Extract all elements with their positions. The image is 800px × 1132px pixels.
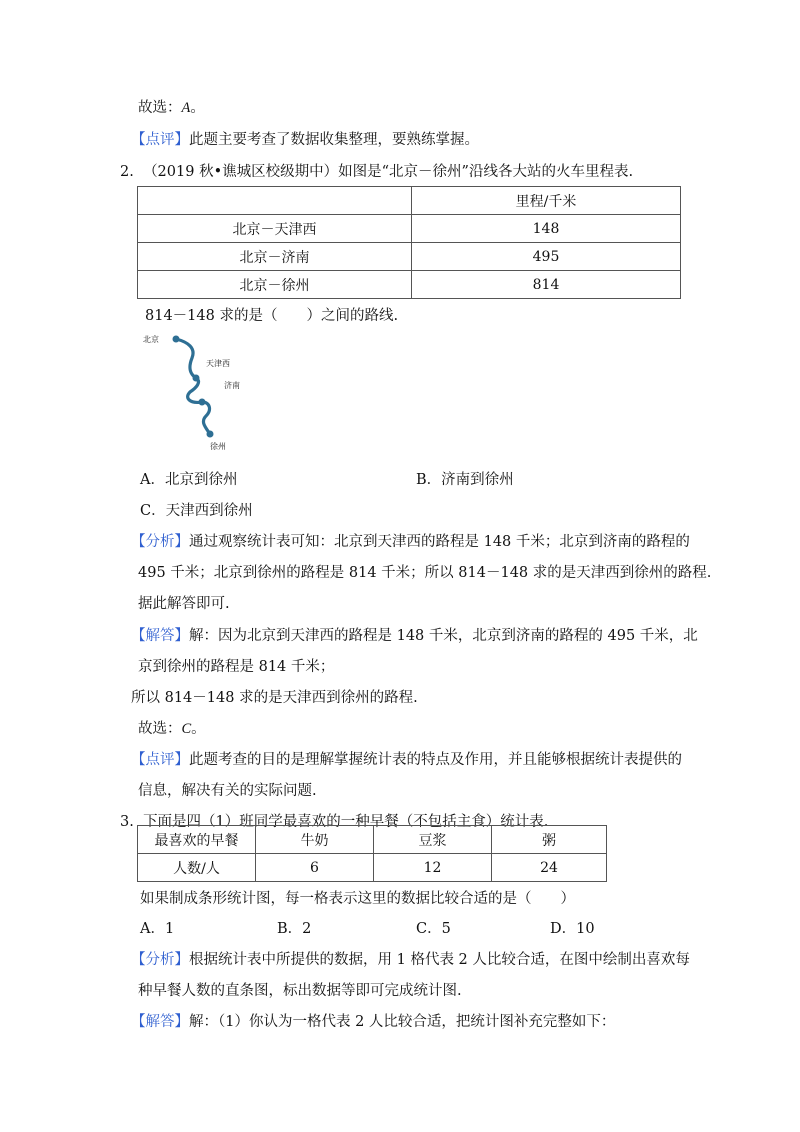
map-label-beijing: 北京 (143, 335, 159, 344)
q2-analysis: 【分析】通过观察统计表可知：北京到天津西的路程是 148 千米；北京到济南的路程的 (131, 534, 690, 550)
table-cell: 人数/人 (138, 854, 256, 882)
map-label-tianjinxi: 天津西 (206, 359, 230, 368)
q2-stem: 2. （2019 秋•谯城区校级期中）如图是“北京－徐州”沿线各大站的火车里程表. (120, 164, 634, 180)
q2-solution-line3: 所以 814－148 求的是天津西到徐州的路程. (131, 690, 418, 706)
table-cell: 6 (256, 854, 374, 882)
q3-solution: 【解答】解：（1）你认为一格代表 2 人比较合适，把统计图补充完整如下： (131, 1014, 616, 1030)
route-map (140, 330, 252, 455)
table-row (138, 215, 681, 243)
q2-question: 814－148 求的是（ ）之间的路线. (145, 308, 399, 324)
table-row (138, 243, 681, 271)
table-cell: 北京－徐州 (138, 271, 412, 299)
q3-breakfast-table (137, 825, 607, 882)
map-background (140, 330, 252, 455)
table-cell: 北京－济南 (138, 243, 412, 271)
option-a: A．北京到徐州 (140, 472, 238, 488)
option-c: C．天津西到徐州 (140, 503, 253, 519)
table-cell: 北京－天津西 (138, 215, 412, 243)
analysis-tag: 【分析】 (131, 952, 189, 968)
station-dot (207, 431, 214, 438)
q2-analysis-line3: 据此解答即可. (138, 596, 230, 612)
map-label-jinan: 济南 (224, 381, 240, 390)
station-dot (173, 336, 180, 343)
q2-mileage-table (137, 186, 681, 299)
table-row (138, 854, 607, 882)
table-cell: 最喜欢的早餐 (138, 826, 256, 854)
q3-analysis: 【分析】根据统计表中所提供的数据，用 1 格代表 2 人比较合适，在图中绘制出喜欢每 (131, 952, 690, 968)
station-dot (193, 375, 200, 382)
table-cell (138, 187, 412, 215)
q3-question: 如果制成条形统计图，每一格表示这里的数据比较合适的是（ ） (140, 891, 575, 907)
q3-option-b: B．2 (277, 921, 312, 937)
q2-solution: 【解答】解：因为北京到天津西的路程是 148 千米，北京到济南的路程的 495 千米，北 (131, 628, 698, 644)
q2-comment: 【点评】此题考查的目的是理解掌握统计表的特点及作用，并且能够根据统计表提供的 (131, 752, 682, 768)
option-b: B．济南到徐州 (416, 472, 514, 488)
table-cell: 牛奶 (256, 826, 374, 854)
q2-comment-line2: 信息，解决有关的实际问题. (138, 783, 317, 799)
q2-solution-line2: 京到徐州的路程是 814 千米； (138, 659, 335, 675)
map-label-xuzhou: 徐州 (210, 442, 226, 451)
q3-analysis-line2: 种早餐人数的直条图，标出数据等即可完成统计图. (138, 983, 462, 999)
comment-tag: 【点评】 (131, 132, 189, 148)
comment-tag: 【点评】 (131, 752, 189, 768)
table-cell: 495 (412, 243, 681, 271)
q3-option-d: D．10 (550, 921, 595, 937)
q1-comment: 【点评】此题主要考查了数据收集整理，要熟练掌握。 (131, 132, 479, 148)
q2-answer: 故选：C。 (138, 721, 206, 737)
q3-option-c: C．5 (416, 921, 451, 937)
station-dot (199, 399, 206, 406)
table-cell: 豆浆 (374, 826, 492, 854)
table-cell: 粥 (492, 826, 607, 854)
q3-option-a: A．1 (140, 921, 175, 937)
q1-answer: 故选：A。 (138, 100, 205, 116)
table-row (138, 187, 681, 215)
table-row (138, 826, 607, 854)
solution-tag: 【解答】 (131, 1014, 189, 1030)
table-cell: 814 (412, 271, 681, 299)
table-cell: 24 (492, 854, 607, 882)
analysis-tag: 【分析】 (131, 534, 189, 550)
solution-tag: 【解答】 (131, 628, 189, 644)
table-cell: 12 (374, 854, 492, 882)
table-row (138, 271, 681, 299)
table-cell: 里程/千米 (412, 187, 681, 215)
q2-analysis-line2: 495 千米；北京到徐州的路程是 814 千米；所以 814－148 求的是天津西到徐州的路程. (138, 565, 712, 581)
q3-stem: 3. 下面是四（1）班同学最喜欢的一种早餐（不包括主食）统计表. (120, 814, 549, 830)
table-cell: 148 (412, 215, 681, 243)
